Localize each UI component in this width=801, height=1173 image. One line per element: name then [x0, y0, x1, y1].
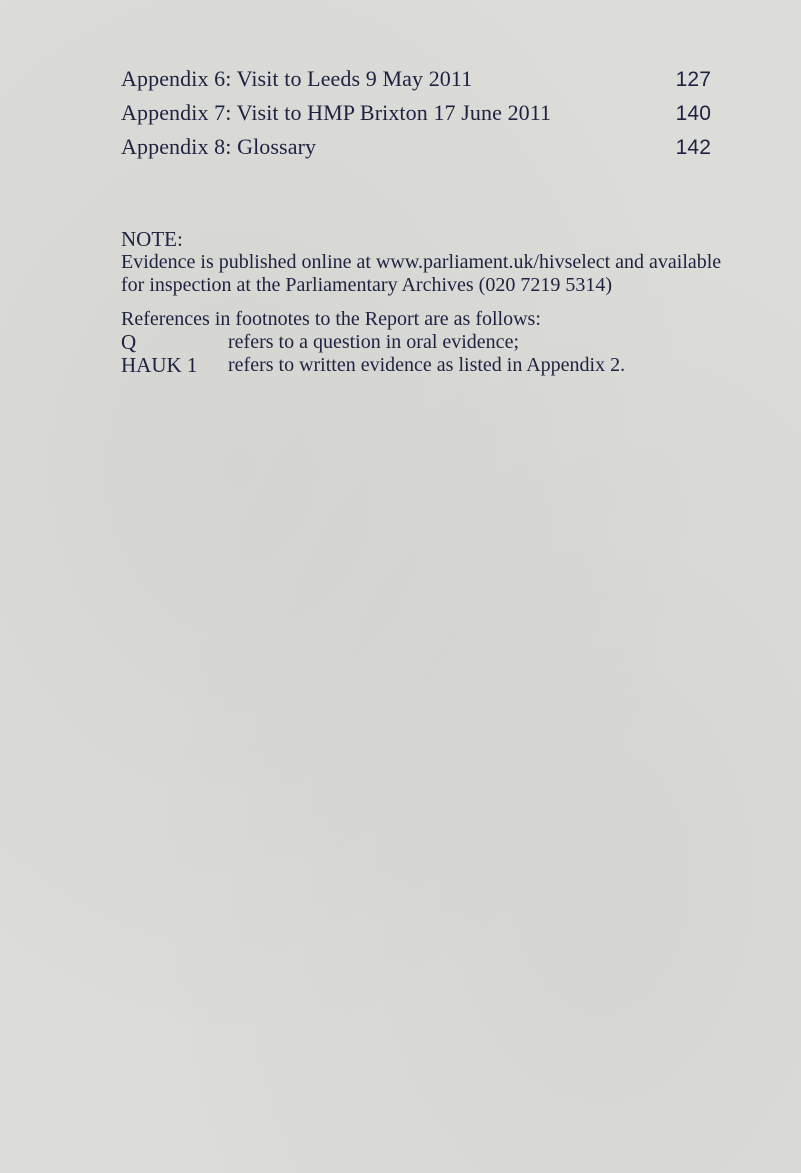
toc-entry — [121, 134, 711, 168]
note-line: Evidence is published online at www.parliament.uk/hivselect and available — [121, 251, 722, 273]
references-intro: References in footnotes to the Report are as follows: — [121, 308, 541, 330]
toc-entry-title: Appendix 6: Visit to Leeds 9 May 2011 — [121, 66, 473, 91]
toc-entry-page: 127 — [675, 68, 711, 91]
toc-entry-page: 142 — [675, 136, 711, 159]
reference-text: refers to written evidence as listed in Appendix 2. — [228, 354, 626, 376]
toc-entry — [121, 66, 711, 100]
reference-key: HAUK 1 — [121, 353, 198, 377]
note-heading: NOTE: — [121, 227, 183, 251]
reference-item — [121, 354, 761, 377]
reference-item — [121, 331, 761, 354]
note-line: for inspection at the Parliamentary Archives (020 7219 5314) — [121, 274, 612, 296]
table-of-contents — [121, 66, 711, 168]
toc-entry-title: Appendix 7: Visit to HMP Brixton 17 June 2011 — [121, 100, 552, 125]
reference-key: Q — [121, 330, 137, 354]
toc-entry — [121, 100, 711, 134]
reference-text: refers to a question in oral evidence; — [228, 331, 519, 353]
toc-entry-page: 140 — [675, 102, 711, 125]
note-section — [121, 228, 761, 297]
references-section — [121, 308, 761, 377]
toc-entry-title: Appendix 8: Glossary — [121, 134, 317, 159]
